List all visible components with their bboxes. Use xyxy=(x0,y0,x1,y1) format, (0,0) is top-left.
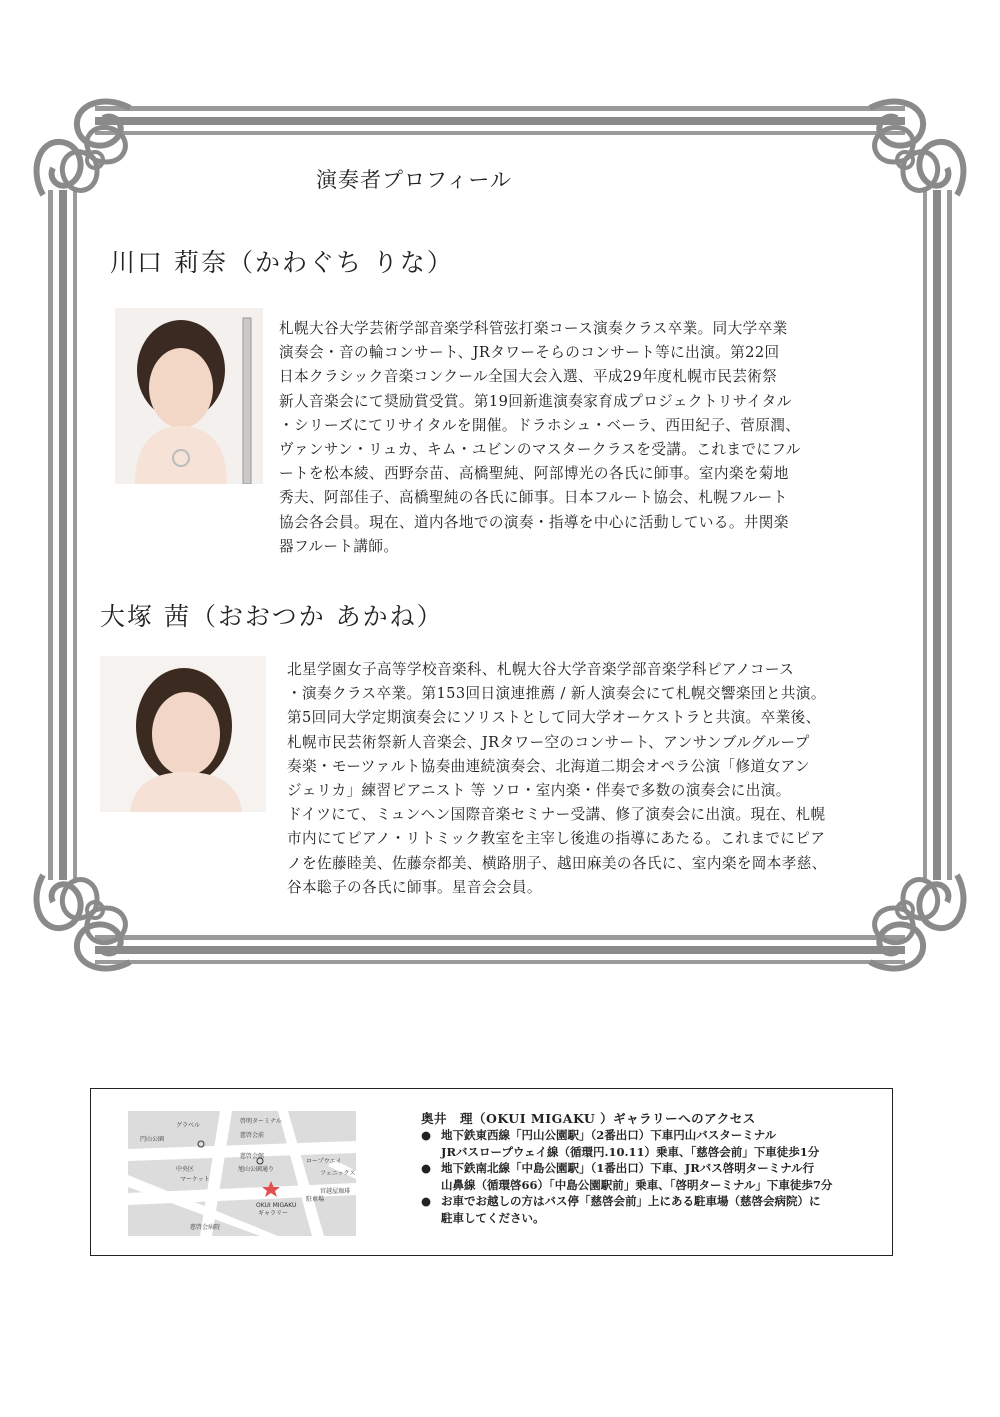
svg-text:宮越屋珈琲: 宮越屋珈琲 xyxy=(320,1188,351,1195)
list-item: ● お車でお越しの方はバス停「慈啓会前」上にある駐車場（慈啓会病院）に 駐車してください。 xyxy=(421,1194,821,1225)
svg-text:円山公園: 円山公園 xyxy=(140,1136,165,1143)
performer-bio: 北星学園女子高等学校音楽科、札幌大谷大学音楽学部音楽学科ピアノコース ・演奏クラス卒業。第153回日演連推薦 / 新人演奏会にて札幌交響楽団と共演。 第5回同大学定期演奏会にソリストとして同大学オーケストラと共演。卒業後、 札幌市民芸術祭新人音楽会、JRタワー空のコンサート、アンサンブルグループ 奏楽・モーツァルト協奏曲連続演奏会、北海道二期会オペラ公演「修道女アン ジェリカ」練習ピアニスト 等 ソロ・室内楽・伴奏で多数の演奏会に出演。 ドイツにて、ミュンヘン国際音楽セミナー受講、修了演奏会に出演。現在、札幌 市内にてピアノ・リトミック教室を主宰し後進の指導にあたる。これまでにピア ノを佐藤睦美、佐藤奈都美、横路朋子、越田麻美の各氏に、室内楽を岡本孝慈、 谷本聡子の各氏に師事。星音会会員。 xyxy=(287,661,827,896)
svg-text:慈啓会病院: 慈啓会病院 xyxy=(190,1224,221,1231)
performer-name: 川口 莉奈（かわぐち りな） xyxy=(110,248,454,277)
svg-text:中央区: 中央区 xyxy=(176,1166,195,1173)
bullet-icon: ● xyxy=(421,1128,432,1142)
access-list xyxy=(421,1127,881,1227)
access-box xyxy=(90,1088,893,1256)
svg-text:駐車場: 駐車場 xyxy=(306,1196,325,1203)
performer-photo xyxy=(100,656,266,812)
bullet-icon: ● xyxy=(421,1161,432,1176)
performer-photo xyxy=(115,308,263,484)
access-title: 奥井 理（OKUI MIGAKU ）ギャラリーへのアクセス xyxy=(421,1111,756,1126)
svg-text:啓明ターミナル: 啓明ターミナル xyxy=(240,1118,282,1125)
svg-text:慈啓会館: 慈啓会館 xyxy=(240,1153,265,1160)
svg-text:フェニックス: フェニックス xyxy=(320,1170,356,1177)
bullet-icon: ● xyxy=(421,1194,432,1209)
svg-text:旭山公園通り: 旭山公園通り xyxy=(238,1166,275,1173)
svg-text:グラベル: グラベル xyxy=(176,1122,201,1129)
list-item: ● 地下鉄南北線「中島公園駅」（1番出口）下車、JRバス啓明ターミナル行 山鼻線（循環啓66）「中島公園駅前」乗車、「啓明ターミナル」下車徒歩7分 xyxy=(421,1161,833,1192)
svg-text:ロープウエイ: ロープウエイ xyxy=(306,1158,342,1165)
access-map xyxy=(128,1111,356,1236)
page-title: 演奏者プロフィール xyxy=(316,168,512,192)
svg-text:慈啓会前: 慈啓会前 xyxy=(240,1132,265,1139)
performer-bio: 札幌大谷大学芸術学部音楽学科管弦打楽コース演奏クラス卒業。同大学卒業 演奏会・音の輪コンサート、JRタワーそらのコンサート等に出演。第22回 日本クラシック音楽コンクール全国大会入選、平成29年度札幌市民芸術祭 新人音楽会にて奨励賞受賞。第19回新進演奏家育成プロジェクトリサイタル ・シリーズにてリサイタルを開催。ドラホシュ・ベーラ、西田紀子、菅原潤、 ヴァンサン・リュカ、キム・ユビンのマスタークラスを受講。これまでにフル ートを松本綾、西野奈苗、高橋聖純、阿部博光の各氏に師事。室内楽を菊地 秀夫、阿部佳子、高橋聖純の各氏に師事。日本フルート協会、札幌フルート 協会各会員。現在、道内各地での演奏・指導を中心に活動している。井関楽 器フルート講師。 xyxy=(279,320,801,555)
svg-text:マーケット: マーケット xyxy=(180,1176,210,1183)
list-item: ● 地下鉄東西線「円山公園駅」（2番出口）下車円山バスターミナル JRバスロープウェイ線（循環円.10.11）乗車、「慈啓会前」下車徒歩1分 xyxy=(421,1128,820,1159)
performer-name: 大塚 茜（おおつか あかね） xyxy=(100,602,444,631)
svg-text:ギャラリー: ギャラリー xyxy=(258,1210,289,1217)
svg-text:OKUI MIGAKU: OKUI MIGAKU xyxy=(256,1202,297,1209)
